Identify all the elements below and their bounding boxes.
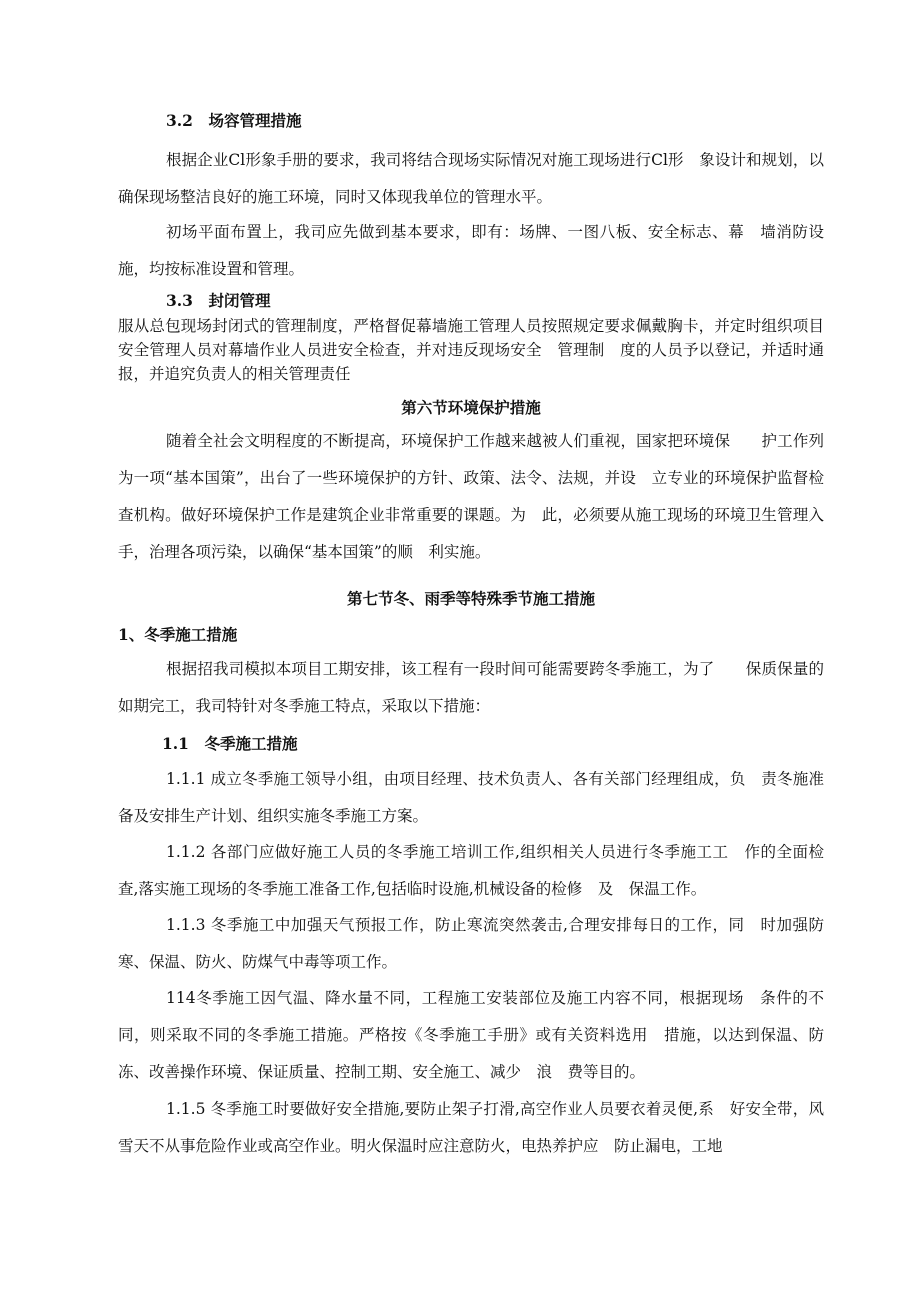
subsection-1-1-heading: 1.1 冬季施工措施 (162, 734, 298, 753)
section-3-2-paragraph-2: 初场平面布置上，我司应先做到基本要求，即有：场牌、一图八板、安全标志、幕 墙消防设施，均按标准设置和管理。 (118, 223, 824, 278)
subsection-1-paragraph: 根据招我司模拟本项目工期安排，该工程有一段时间可能需要跨冬季施工，为了 保质保量的如期完工，我司特针对冬季施工特点，采取以下措施： (118, 660, 824, 715)
chapter-6-heading: 第六节环境保护措施 (401, 398, 541, 417)
chapter-7-heading: 第七节冬、雨季等特殊季节施工措施 (346, 589, 595, 608)
item-1-1-3: 1.1.3 冬季施工中加强天气预报工作，防止寒流突然袭击,合理安排每日的工作，同 时加强防寒、保温、防火、防煤气中毒等项工作。 (118, 916, 824, 971)
item-1-1-2: 1.1.2 各部门应做好施工人员的冬季施工培训工作,组织相关人员进行冬季施工工 作的全面检查,落实施工现场的冬季施工准备工作,包括临时设施,机械设备的检修 及 保温工作。 (118, 843, 824, 898)
chapter-6-paragraph: 随着全社会文明程度的不断提高，环境保护工作越来越被人们重视，国家把环境保 护工作列为一项“基本国策”，出台了一些环境保护的方针、政策、法令、法规，并设 立专业的环境保护监督检查机构。做好环境保护工作是建筑企业非常重要的课题。为 此，必须要从施工现场的环境卫生管理入手，治理各项污染，以确保“基本国策”的顺 利实施。 (118, 432, 824, 561)
item-1-1-4: 114冬季施工因气温、降水量不同，工程施工安装部位及施工内容不同，根据现场 条件的不同，则采取不同的冬季施工措施。严格按《冬季施工手册》或有关资料选用 措施，以达到保温、防冻、改善操作环境、保证质量、控制工期、安全施工、减少 浪 费等目的。 (118, 989, 824, 1081)
item-1-1-5: 1.1.5 冬季施工时要做好安全措施,要防止架子打滑,高空作业人员要衣着灵便,系 好安全带，风雪天不从事危险作业或高空作业。明火保温时应注意防火，电热养护应 防止漏电，工地 (118, 1100, 824, 1155)
section-3-3-paragraph: 服从总包现场封闭式的管理制度，严格督促幕墙施工管理人员按照规定要求佩戴胸卡，并定时组织项目安全管理人员对幕墙作业人员进安全检查，并对违反现场安全 管理制 度的人员予以登记，并适时通报，并追究负责人的相关管理责任 (118, 317, 824, 383)
item-1-1-1: 1.1.1 成立冬季施工领导小组，由项目经理、技术负责人、各有关部门经理组成，负 责冬施准备及安排生产计划、组织实施冬季施工方案。 (118, 770, 824, 825)
section-3-3-heading: 3.3 封闭管理 (166, 291, 271, 310)
section-3-2-heading: 3.2 场容管理措施 (166, 111, 302, 130)
section-3-2-paragraph-1: 根据企业Cl形象手册的要求，我司将结合现场实际情况对施工现场进行Cl形 象设计和规划，以确保现场整洁良好的施工环境，同时又体现我单位的管理水平。 (118, 151, 824, 206)
subsection-1-heading: 1、冬季施工措施 (118, 625, 238, 644)
